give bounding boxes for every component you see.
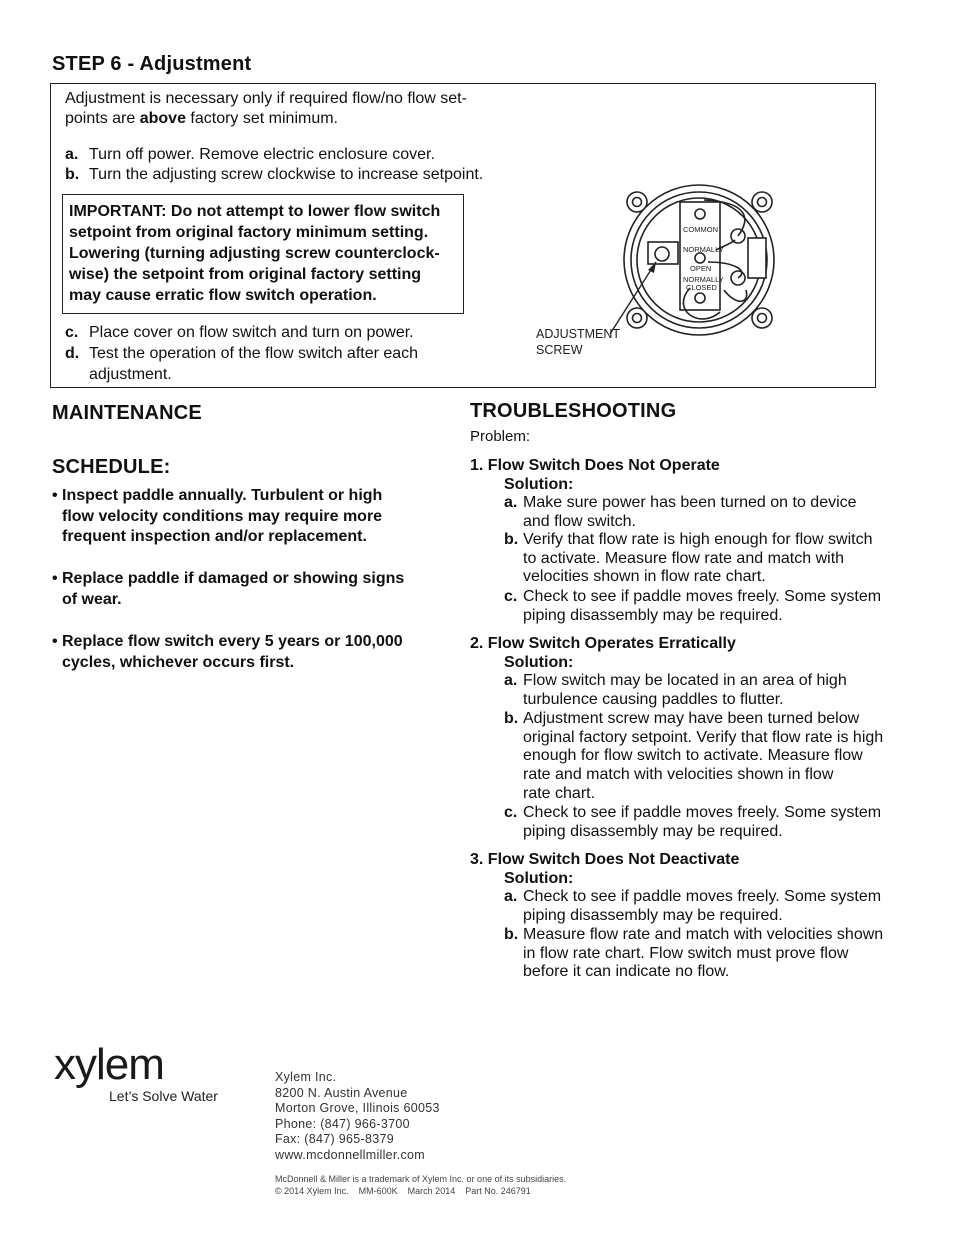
step-item-c: c. Place cover on flow switch and turn on power.: [65, 324, 414, 341]
adjustment-screw-label: ADJUSTMENT SCREW: [536, 327, 621, 357]
flow-switch-diagram: [600, 180, 780, 340]
problem-3-title: 3. Flow Switch Does Not Deactivate: [470, 851, 740, 868]
maintenance-bullet: • Replace flow switch every 5 years or 100,000 cycles, whichever occurs first.: [52, 633, 403, 671]
solution-label: Solution:: [504, 654, 574, 671]
intro-line-1: Adjustment is necessary only if required flow/no flow set-: [65, 90, 467, 107]
step-title: STEP 6 - Adjustment: [52, 53, 252, 75]
important-notice: IMPORTANT: Do not attempt to lower flow switch setpoint from original factory minimum setting. Lowering (turning adjusting screw counterclock- wise) the setpoint from original factory setting may cause erratic flow switch operation.: [62, 194, 464, 314]
solution-item: c. Check to see if paddle moves freely. Some system piping disassembly may be required.: [504, 588, 882, 624]
terminal-closed-label: CLOSED: [686, 283, 717, 292]
solution-label: Solution:: [504, 476, 574, 493]
terminal-common-label: COMMON: [683, 225, 718, 234]
problem-label: Problem:: [470, 428, 531, 445]
trademark-note: McDonnell & Miller is a trademark of Xylem Inc. or one of its subsidiaries.: [275, 1174, 567, 1184]
solution-item: b. Measure flow rate and match with velocities shown in flow rate chart. Flow switch must prove flow before it can indicate no flow.: [504, 926, 884, 981]
step-item-d-cont: adjustment.: [89, 366, 172, 383]
solution-label: Solution:: [504, 870, 574, 887]
solution-item: c. Check to see if paddle moves freely. Some system piping disassembly may be required.: [504, 804, 882, 840]
problem-2-title: 2. Flow Switch Operates Erratically: [470, 635, 736, 652]
solution-item: a. Flow switch may be located in an area of high turbulence causing paddles to flutter.: [504, 672, 847, 708]
solution-item: a. Check to see if paddle moves freely. Some system piping disassembly may be required.: [504, 888, 882, 924]
terminal-normally-open-label: NORMALLY: [683, 245, 724, 254]
maintenance-title: MAINTENANCE: [52, 402, 202, 424]
troubleshooting-title: TROUBLESHOOTING: [470, 400, 677, 422]
xylem-logo: xylem: [54, 1040, 164, 1089]
solution-item: b. Adjustment screw may have been turned below original factory setpoint. Verify that flow rate is high enough for flow switch to activate. Measure flow rate and match with velocities shown in flow rate chart.: [504, 710, 884, 802]
terminal-normally-closed-label: NORMALLY: [683, 275, 724, 284]
copyright-line: © 2014 Xylem Inc. MM-600K March 2014 Part No. 246791: [275, 1186, 531, 1196]
maintenance-bullet: • Replace paddle if damaged or showing signs of wear.: [52, 570, 405, 608]
step-item-d: d. Test the operation of the flow switch after each: [65, 345, 419, 362]
step-item-b: b. Turn the adjusting screw clockwise to increase setpoint.: [65, 166, 484, 183]
maintenance-bullet: • Inspect paddle annually. Turbulent or high flow velocity conditions may require more frequent inspection and/or replacement.: [52, 487, 383, 545]
solution-item: b. Verify that flow rate is high enough for flow switch to activate. Measure flow rate and match with velocities shown in flow rate chart.: [504, 531, 873, 586]
tagline: Let’s Solve Water: [109, 1088, 218, 1104]
company-address: Xylem Inc. 8200 N. Austin Avenue Morton Grove, Illinois 60053 Phone: (847) 966-3700 Fax: (847) 965-8379 www.mcdonnellmiller.com: [275, 1070, 440, 1162]
intro-line-2: points are above factory set minimum.: [65, 110, 338, 127]
terminal-open-label: OPEN: [690, 264, 712, 273]
schedule-title: SCHEDULE:: [52, 456, 171, 478]
step-item-a: a. Turn off power. Remove electric enclosure cover.: [65, 146, 435, 163]
problem-1-title: 1. Flow Switch Does Not Operate: [470, 457, 720, 474]
solution-item: a. Make sure power has been turned on to device and flow switch.: [504, 494, 857, 530]
